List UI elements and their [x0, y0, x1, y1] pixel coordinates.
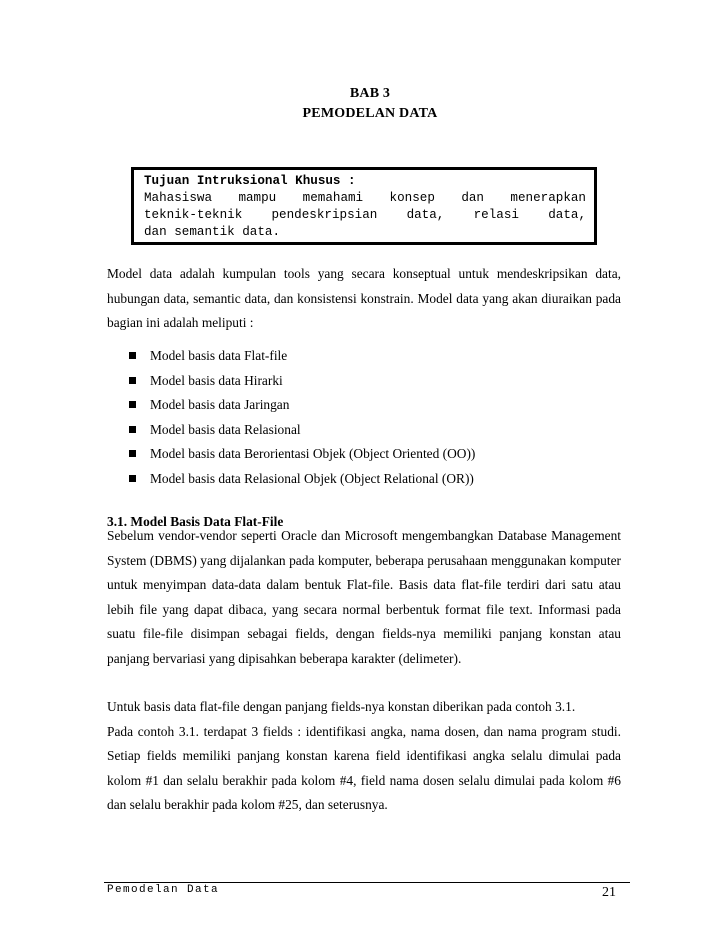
- objective-line: teknik-teknik pendeskripsian data, relasi data,: [144, 208, 586, 222]
- list-item: Model basis data Flat-file: [128, 344, 475, 369]
- objective-line: dan semantik data.: [144, 225, 281, 239]
- footer-divider: [104, 882, 630, 883]
- chapter-number: [0, 86, 728, 102]
- objective-box-content: [144, 173, 586, 241]
- chapter-number-text: BAB 3: [349, 86, 391, 101]
- objective-box: [133, 169, 595, 243]
- chapter-title-text: PEMODELAN DATA: [302, 106, 438, 121]
- section-paragraph-1: [107, 524, 621, 671]
- model-list: [128, 344, 475, 491]
- intro-paragraph: Model data adalah kumpulan tools yang secara konseptual untuk mendeskripsikan data, hubungan data, semantic data, dan konsistensi konstrain. Model data yang akan diuraikan pada bagian ini adalah meliputi :: [107, 266, 621, 330]
- list-item: Model basis data Jaringan: [128, 393, 475, 418]
- section-paragraph-3: Pada contoh 3.1. terdapat 3 fields : identifikasi angka, nama dosen, dan nama program studi. Setiap fields memiliki panjang konstan karena field identifikasi angka selalu dimulai pada kolom #1 dan selalu berakhir pada kolom #4, field nama dosen selalu dimulai pada kolom #6 dan selalu berakhir pada kolom #25, dan seterusnya.: [107, 723, 621, 812]
- section-paragraph-1-text: Sebelum vendor-vendor seperti Oracle dan Microsoft mengembangkan Database Management System (DBMS) yang dijalankan pada komputer, beberapa perusahaan menggunakan komputer untuk menyimpan data-data dalam bentuk Flat-file. Basis data flat-file terdiri dari satu atau lebih file yang dapat dibaca, yang secara normal berbentuk format file text. Informasi pada suatu file-file disimpan sebagai fields, dengan fields-nya memiliki panjang konstan atau panjang bervariasi yang dipisahkan beberapa karakter (delimeter).: [107, 528, 621, 666]
- list-item: Model basis data Relasional: [128, 418, 475, 443]
- footer-running-title: Pemodelan Data: [107, 884, 220, 896]
- page-number: 21: [602, 885, 616, 900]
- section-paragraph-group: [107, 695, 621, 818]
- list-item: Model basis data Hirarki: [128, 369, 475, 394]
- chapter-title: [0, 106, 728, 122]
- list-item: Model basis data Berorientasi Objek (Object Oriented (OO)): [128, 442, 475, 467]
- objective-box-title: Tujuan Intruksional Khusus :: [144, 174, 356, 188]
- section-heading: 3.1. Model Basis Data Flat-File: [107, 514, 284, 529]
- objective-line: Mahasiswa mampu memahami konsep dan menerapkan: [144, 191, 586, 205]
- list-item: Model basis data Relasional Objek (Object Relational (OR)): [128, 467, 475, 492]
- section-paragraph-2: Untuk basis data flat-file dengan panjang fields-nya konstan diberikan pada contoh 3.1.: [107, 699, 576, 714]
